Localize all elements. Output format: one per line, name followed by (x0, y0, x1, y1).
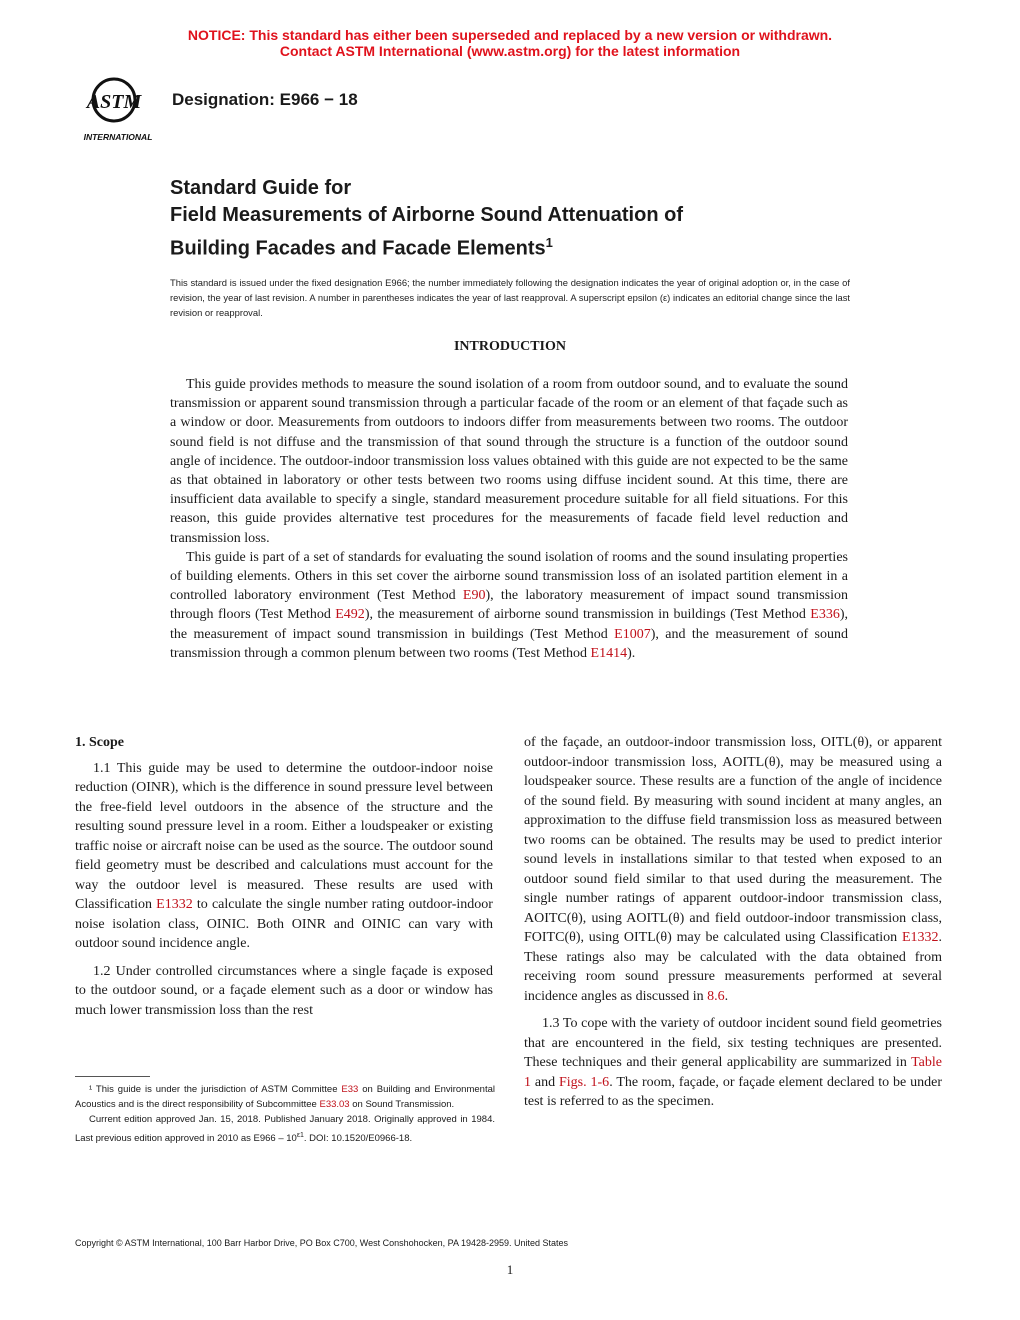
introduction-heading: INTRODUCTION (453, 339, 566, 354)
introduction-body (170, 375, 848, 663)
designation: Designation: E966 − 18 (172, 90, 358, 109)
title-footnote-mark[interactable]: 1 (545, 235, 553, 250)
section-1-2: 1.2 Under controlled circumstances where a single façade is exposed to the outdoor sound, or a façade element such as a door or window has much lower transmission loss than the rest (75, 963, 493, 1018)
ref-e33[interactable]: E33 (341, 1084, 359, 1095)
scope-heading: 1. Scope (75, 735, 124, 750)
left-column (75, 733, 493, 1020)
intro-paragraph-1: This guide provides methods to measure the sound isolation of a room from outdoor sound, and to evaluate the sound transmission or apparent sound transmission through a particular facade of the room or an element of that façade such as a window or door. Measurements from outdoors to indoors differ from measurements between two rooms. The outdoor sound field is not diffuse and the transmission of that sound through the structure is a function of the outdoor sound angle of incidence. The outdoor-indoor transmission loss values obtained with this guide are not expected to be the same as that obtained in laboratory or other tests between two rooms using diffuse incident sound. At this time, there are insufficient data available to specify a single, standard measurement procedure suitable for all field situations. For this reason, this guide provides alternative test procedures for the measurements of facade field level reduction and transmission loss. (170, 377, 848, 546)
section-1-1: 1.1 This guide may be used to determine the outdoor-indoor noise reduction (OINR), which is the difference in sound pressure level between the free-field level outdoors in the absence of the structure and the resulting sound pressure level in a room. Either a loudspeaker or existing traffic noise or aircraft noise can be used as the source. The outdoor sound field geometry must be described and calculations must account for the way the outdoor level is measured. These results are used with Classification E1332 to calculate the single number rating outdoor-indoor noise isolation class, OINIC. Both OINR and OINIC can vary with outdoor sound incidence angle. (75, 760, 493, 951)
title-line-2: Field Measurements of Airborne Sound Attenuation of (170, 204, 683, 226)
ref-e492[interactable]: E492 (335, 607, 365, 623)
logo-caption: INTERNATIONAL (83, 132, 153, 142)
footnote-divider (75, 1076, 150, 1077)
ref-table-1[interactable]: Table 1 (524, 1055, 942, 1090)
ref-e33-03[interactable]: E33.03 (319, 1099, 350, 1111)
document-title (170, 175, 930, 263)
astm-logo-icon (74, 72, 162, 144)
issuance-note: This standard is issued under the fixed designation E966; the number immediately following the designation indicates the year of original adoption or, in the case of revision, the year of last revision. A number in parentheses indicates the year of last reapproval. A superscript epsilon (ε) indicates an editorial change since the last revision or reapproval. (170, 277, 850, 318)
page-number: 1 (506, 1262, 514, 1277)
section-1-2-continued: of the façade, an outdoor-indoor transmission loss, OITL(θ), or apparent outdoor-indoor transmission loss, AOITL(θ), may be measured using a loudspeaker source. These results are a function of the angle of incidence of the sound field. By measuring with sound incident at many angles, an approximation to the diffuse field transmission loss as measured between two rooms can be obtained. The results may be used to predict interior sound levels in installations similar to that tested when exposed to an outdoor sound field similar to that used during the measurement. The single number ratings of apparent outdoor-indoor transmission class, AOITC(θ), using AOITL(θ) and field outdoor-indoor transmission class, FOITC(θ), using OITL(θ) may be calculated using Classification E1332. These ratings also may be calculated with the data obtained from receiving room sound pressure measurements performed at several incidence angles as discussed in 8.6. (524, 735, 942, 1004)
ref-figs-1-6[interactable]: Figs. 1-6 (559, 1074, 610, 1090)
ref-e1332-b[interactable]: E1332 (901, 930, 939, 945)
ref-e90[interactable]: E90 (462, 588, 486, 604)
withdrawal-notice (0, 27, 1020, 59)
ref-e1332[interactable]: E1332 (156, 897, 193, 912)
notice-line-2: Contact ASTM International (www.astm.org) for the latest information (279, 43, 741, 59)
section-1-3: 1.3 To cope with the variety of outdoor incident sound field geometries that are encountered in the field, six testing techniques are presented. These techniques and their general applicability are summarized in Table 1 and Figs. 1-6. The room, façade, or façade element declared to be under test is referred to as the specimen. (524, 1016, 943, 1109)
copyright-line: Copyright © ASTM International, 100 Barr Harbor Drive, PO Box C700, West Conshohocken, PA 19428-2959. United States (75, 1238, 569, 1248)
footnote-jurisdiction: ¹ This guide is under the jurisdiction of ASTM Committee E33 on Building and Environmental Acoustics and is the direct responsibility of Subcommittee E33.03 on Sound Transmission. (75, 1084, 495, 1111)
footnote (75, 1082, 495, 1146)
notice-line-1: NOTICE: This standard has either been superseded and replaced by a new version or withdrawn. (187, 27, 833, 43)
title-line-3: Building Facades and Facade Elements$^1$ (170, 235, 553, 260)
logo-wordmark: ASTM (86, 91, 142, 113)
right-column (524, 733, 942, 1112)
intro-paragraph-2: This guide is part of a set of standards for evaluating the sound isolation of rooms and the sound insulating properties of building elements. Others in this set cover the airborne sound transmission loss of an isolated partition element in a controlled laboratory environment (Test Method E90), the laboratory measurement of impact sound transmission through floors (Test Method E492), the measurement of airborne sound transmission in buildings (Test Method E336), the measurement of impact sound transmission in buildings (Test Method E1007), and the measurement of sound transmission through a common plenum between two rooms (Test Method E1414). (170, 549, 849, 661)
footnote-edition: Current edition approved Jan. 15, 2018. Published January 2018. Originally approved in 1984. Last previous edition approved in 2010 as $E966 - 10^{\varepsilon 1}$. DOI: 10.1520/E0966-18. (75, 1114, 495, 1144)
astm-logo (74, 72, 162, 144)
ref-e1414[interactable]: E1414 (590, 645, 628, 661)
title-line-1: Standard Guide for (170, 177, 352, 199)
ref-e1007[interactable]: E1007 (614, 626, 651, 642)
ref-8-6[interactable]: 8.6 (707, 988, 725, 1004)
ref-e336[interactable]: E336 (810, 607, 840, 623)
